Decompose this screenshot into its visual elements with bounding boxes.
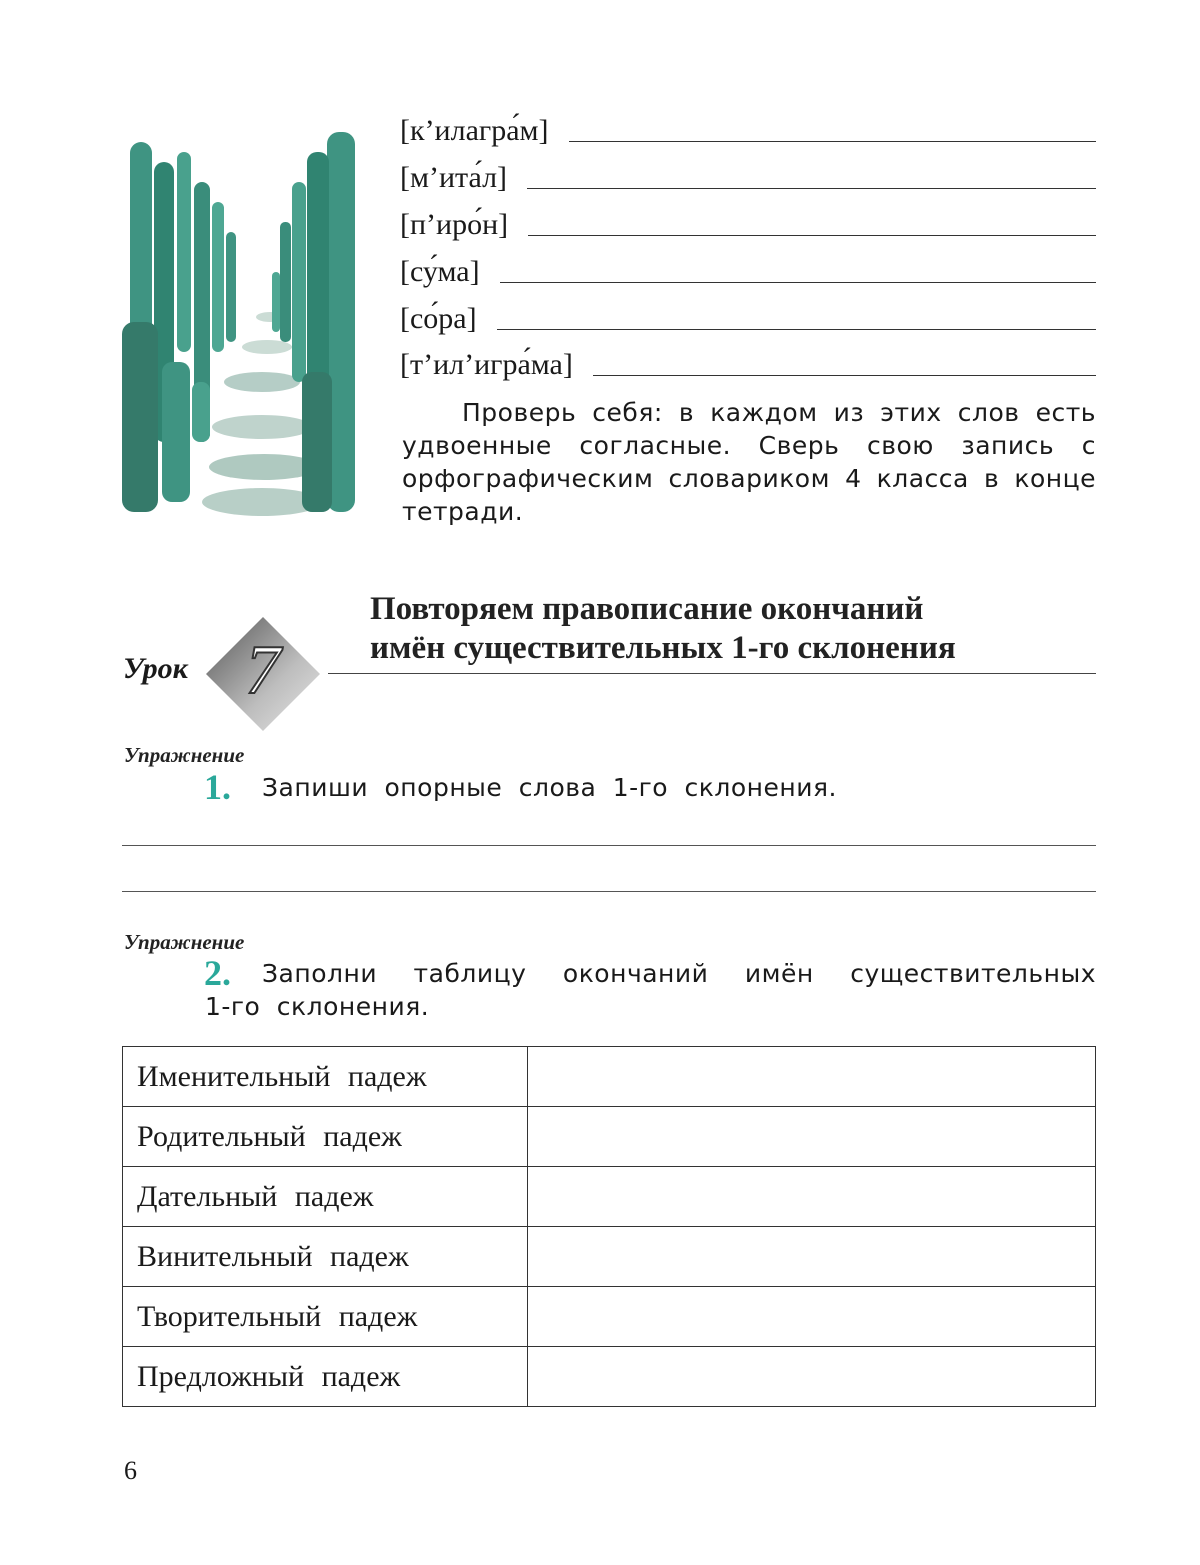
table-row — [123, 1167, 1096, 1227]
case-name-cell: Родительный падеж — [123, 1107, 528, 1167]
ending-cell[interactable] — [528, 1107, 1096, 1167]
self-check-text: Проверь себя: в каждом из этих слов есть удвоенные согласные. Сверь свою запись с орфографическим словариком 4 класса в конце тетради. — [402, 398, 1096, 526]
transcription-row — [400, 296, 1096, 336]
case-name-cell: Винительный падеж — [123, 1227, 528, 1287]
lesson-title-line: Повторяем правописание окончаний — [370, 591, 924, 627]
table-row — [123, 1227, 1096, 1287]
answer-line[interactable] — [122, 891, 1096, 892]
table-row — [123, 1047, 1096, 1107]
lesson-label: Урок — [123, 652, 188, 685]
exercise-number: 2. — [204, 953, 231, 993]
ending-cell[interactable] — [528, 1287, 1096, 1347]
answer-line[interactable] — [527, 188, 1096, 189]
ending-cell[interactable] — [528, 1227, 1096, 1287]
transcription-word: [м’ита́л] — [400, 161, 508, 194]
page-number: 6 — [124, 1456, 137, 1485]
title-rule — [328, 673, 1096, 674]
ending-cell[interactable] — [528, 1167, 1096, 1227]
answer-line[interactable] — [497, 329, 1096, 330]
exercise-number: 1. — [204, 767, 231, 807]
lesson-title — [370, 590, 1096, 668]
exercise-text: 1-го склонения. — [205, 992, 430, 1021]
case-name-cell: Дательный падеж — [123, 1167, 528, 1227]
transcription-word: [со́ра] — [400, 302, 477, 335]
transcription-word: [су́ма] — [400, 255, 480, 288]
case-name-cell: Предложный падеж — [123, 1347, 528, 1407]
transcription-row — [400, 155, 1096, 195]
transcription-word: [п’иро́н] — [400, 208, 509, 241]
table-row — [123, 1347, 1096, 1407]
exercise-text: Запиши опорные слова 1-го склонения. — [262, 773, 837, 802]
case-name-cell: Творительный падеж — [123, 1287, 528, 1347]
exercise-label: Упражнение — [124, 930, 245, 954]
answer-line[interactable] — [569, 141, 1097, 142]
ending-cell[interactable] — [528, 1347, 1096, 1407]
ending-cell[interactable] — [528, 1047, 1096, 1107]
answer-line[interactable] — [528, 235, 1096, 236]
lesson-number: 7 — [245, 632, 281, 709]
transcription-row — [400, 108, 1096, 148]
transcription-word: [к’илагра́м] — [400, 114, 549, 147]
answer-line[interactable] — [593, 375, 1096, 376]
lesson-title-line: имён существительных 1-го склонения — [370, 630, 956, 666]
table-row — [123, 1107, 1096, 1167]
exercise-text: Заполни таблицу окончаний имён существительных — [262, 959, 1096, 988]
lesson-number-badge — [206, 617, 320, 731]
case-name-cell: Именительный падеж — [123, 1047, 528, 1107]
answer-line[interactable] — [500, 282, 1096, 283]
transcription-row — [400, 249, 1096, 289]
transcription-word: [т’ил’игра́ма] — [400, 348, 573, 381]
alley-illustration — [122, 122, 362, 527]
case-endings-table — [122, 1046, 1096, 1407]
table-row — [123, 1287, 1096, 1347]
exercise-label: Упражнение — [124, 743, 245, 767]
transcription-row — [400, 342, 1096, 382]
answer-line[interactable] — [122, 845, 1096, 846]
transcription-row — [400, 202, 1096, 242]
